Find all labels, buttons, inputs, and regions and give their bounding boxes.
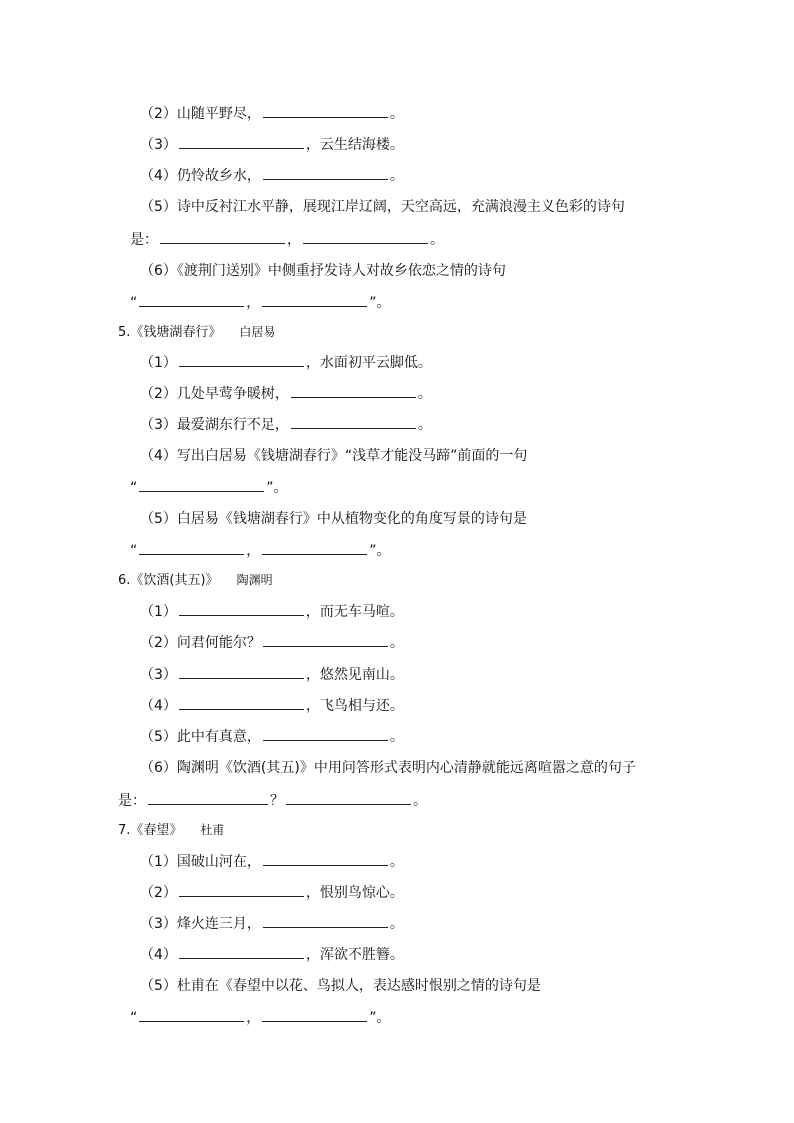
- answer-blank[interactable]: [160, 229, 285, 244]
- s6-q6-line1: （6）陶渊明《饮酒(其五)》中用问答形式表明内心清静就能远离喧嚣之意的句子: [140, 760, 636, 776]
- answer-blank[interactable]: [139, 477, 264, 492]
- answer-blank[interactable]: [179, 601, 304, 616]
- s4-q5-line1: （5）诗中反衬江水平静，展现江岸辽阔，天空高远，充满浪漫主义色彩的诗句: [140, 199, 625, 215]
- answer-blank[interactable]: [262, 540, 367, 555]
- answer-blank[interactable]: [263, 851, 388, 866]
- s7-q2: （2） ，恨别鸟惊心。: [140, 882, 404, 903]
- answer-blank[interactable]: [179, 664, 304, 679]
- s4-q2: （2）山随平野尽， 。: [140, 103, 404, 124]
- s4-q4: （4）仍怜故乡水， 。: [140, 165, 404, 186]
- answer-blank[interactable]: [139, 1007, 244, 1022]
- s4-q3: （3） ，云生结海楼。: [140, 134, 404, 155]
- s5-q5-line1: （5）白居易《钱塘湖春行》中从植物变化的角度写景的诗句是: [140, 511, 527, 527]
- answer-blank[interactable]: [139, 292, 244, 307]
- s4-q6-line2: “ ， ”。: [130, 292, 391, 313]
- answer-blank[interactable]: [286, 790, 411, 805]
- s7-q3: （3）烽火连三月， 。: [140, 913, 404, 934]
- answer-blank[interactable]: [262, 1007, 367, 1022]
- answer-blank[interactable]: [179, 134, 304, 149]
- s6-q5: （5）此中有真意， 。: [140, 726, 404, 747]
- answer-blank[interactable]: [179, 882, 304, 897]
- answer-blank[interactable]: [263, 165, 388, 180]
- s7-q5-line2: “ ， ”。: [130, 1007, 391, 1028]
- s5-q4-line1: （4）写出白居易《钱塘湖春行》“浅草才能没马蹄”前面的一句: [140, 448, 528, 464]
- answer-blank[interactable]: [262, 292, 367, 307]
- s5-q3: （3）最爱湖东行不足， 。: [140, 414, 432, 435]
- answer-blank[interactable]: [291, 414, 416, 429]
- s5-q4-line2: “ ”。: [130, 477, 288, 498]
- s4-q5-line2: 是： ， 。: [130, 229, 444, 250]
- answer-blank[interactable]: [303, 229, 428, 244]
- s5-q2: （2）几处早莺争暖树， 。: [140, 383, 432, 404]
- section-6-heading: 6.《饮酒(其五)》 陶渊明: [118, 573, 273, 588]
- section-7-heading: 7.《春望》 杜甫: [118, 823, 225, 838]
- s4-q6-line1: （6）《渡荆门送别》中侧重抒发诗人对故乡依恋之情的诗句: [140, 263, 506, 279]
- answer-blank[interactable]: [148, 790, 268, 805]
- answer-blank[interactable]: [179, 352, 304, 367]
- s5-q5-line2: “ ， ”。: [130, 540, 391, 561]
- section-5-heading: 5.《钱塘湖春行》 白居易: [118, 325, 276, 340]
- s6-q1: （1） ，而无车马喧。: [140, 601, 404, 622]
- s7-q1: （1）国破山河在， 。: [140, 851, 404, 872]
- answer-blank[interactable]: [263, 632, 388, 647]
- s6-q4: （4） ，飞鸟相与还。: [140, 695, 404, 716]
- s5-q1: （1） ，水面初平云脚低。: [140, 352, 432, 373]
- s7-q4: （4） ，浑欲不胜簪。: [140, 944, 404, 965]
- answer-blank[interactable]: [179, 695, 304, 710]
- answer-blank[interactable]: [179, 944, 304, 959]
- s7-q5-line1: （5）杜甫在《春望中以花、鸟拟人，表达感时恨别之情的诗句是: [140, 978, 541, 994]
- answer-blank[interactable]: [263, 103, 388, 118]
- answer-blank[interactable]: [139, 540, 244, 555]
- s6-q6-line2: 是： ？ 。: [118, 790, 427, 811]
- answer-blank[interactable]: [263, 726, 388, 741]
- answer-blank[interactable]: [291, 383, 416, 398]
- answer-blank[interactable]: [263, 913, 388, 928]
- s6-q2: （2）问君何能尔？ 。: [140, 632, 404, 653]
- s6-q3: （3） ，悠然见南山。: [140, 664, 404, 685]
